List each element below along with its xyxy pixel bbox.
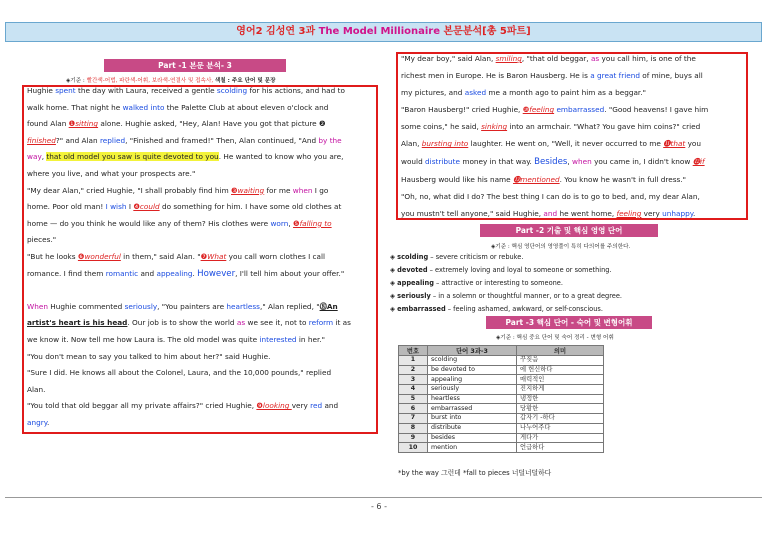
passage-line (401, 118, 746, 135)
table-row (399, 356, 604, 366)
text-segment: I (126, 202, 134, 212)
part1-legend: ◈기준 : 빨간색-어법, 파란색-어휘, 보라색-연결사 및 접속사, 색칠 : 주요 단어 및 문장 (66, 78, 276, 84)
table-cell: 5 (399, 394, 428, 404)
table-cell: 10 (399, 443, 428, 453)
passage-line (27, 282, 375, 299)
text-segment: interested (259, 334, 297, 344)
passage-line (27, 398, 375, 415)
text-segment: when (292, 185, 313, 195)
table-cell: be devoted to (428, 365, 517, 375)
vocab-word: devoted (397, 266, 428, 274)
text-segment: "Oh, no, what did I do? The best thing I can do is to go to bed, and, my dear Alan, (401, 191, 700, 201)
text-segment: romance. I find them (27, 268, 106, 278)
text-segment: seriously (124, 301, 158, 311)
vocab-item (390, 290, 622, 303)
vocab-definition: – extremely loving and loyal to someone or something. (427, 266, 612, 274)
text-segment: of mine, buys all (639, 71, 703, 81)
text-segment: the day with Laura, received a gentle (75, 86, 217, 95)
text-segment: ❸waiting (231, 185, 265, 195)
text-segment: we see it, not to (245, 318, 309, 328)
table-cell: appealing (428, 375, 517, 385)
text-segment: angry (27, 417, 48, 427)
footer-divider (5, 497, 762, 498)
diamond-icon: ◈ (390, 266, 398, 274)
text-segment: ❺falling to (293, 218, 332, 228)
table-cell: 4 (399, 385, 428, 395)
text-segment: home. Poor old man! (27, 202, 106, 212)
text-segment: alone. Hughie asked, "Hey, Alan! Have you got that picture ❷ (98, 119, 326, 129)
table-row (399, 375, 604, 385)
text-segment: "You told that old beggar all my private affairs?" cried Hughie, (27, 401, 257, 411)
text-segment: Hausberg would like his name (401, 174, 513, 184)
text-segment: ❾looking (256, 401, 292, 411)
table-row (399, 443, 604, 453)
diamond-icon: ◈ (390, 279, 398, 287)
diamond-icon: ◈ (390, 292, 398, 300)
passage-line (401, 188, 746, 205)
text-segment: way (27, 152, 42, 162)
text-segment: replied (99, 135, 126, 145)
vocab-item (390, 303, 622, 316)
text-segment: money in that way. (460, 156, 535, 166)
text-segment: into an armchair. "What? You gave him coins?" cried (507, 122, 701, 132)
table-cell: mention (428, 443, 517, 453)
text-segment: "My dear boy," said Alan, (401, 54, 496, 63)
text-segment: some coins," he said, (401, 122, 482, 132)
footnote: *by the way 그런데 *fall to pieces 너덜너덜하다 (398, 469, 552, 477)
table-cell: besides (428, 433, 517, 443)
text-segment: and (543, 208, 558, 218)
text-segment: embarrassed (556, 105, 605, 115)
part3-legend: ◈기준 : 핵심 중요 단어 및 숙어 정리 - 변형 어휘 (496, 335, 614, 341)
text-segment: spent (55, 86, 76, 95)
text-segment: ❹could (133, 202, 160, 212)
text-segment: , "that old beggar, (521, 54, 591, 63)
text-segment: very (641, 208, 663, 218)
text-segment: richest men in Europe. He is Baron Hausberg. He is (401, 71, 591, 81)
table-cell: 언급하다 (517, 443, 604, 453)
text-segment: , (41, 152, 47, 162)
text-segment: found Alan (27, 119, 69, 129)
table-cell: scolding (428, 356, 517, 366)
table-cell: 9 (399, 433, 428, 443)
text-segment: bursting into (421, 139, 469, 149)
text-segment: . (192, 268, 198, 278)
passage-line (27, 133, 375, 150)
text-segment: . Our job is to show the world (127, 318, 237, 328)
text-segment: that old model you saw is quite devoted to you (46, 152, 219, 162)
text-segment: , (288, 218, 294, 228)
table-cell: seriously (428, 385, 517, 395)
text-segment: do something for him. I have some old clothes at (159, 202, 342, 212)
text-segment: appealing (156, 268, 193, 278)
table-cell: 1 (399, 356, 428, 366)
text-segment: ⓼An (319, 301, 338, 311)
text-segment: finished (27, 135, 56, 145)
passage-line (401, 153, 746, 171)
text-segment: "You don't mean to say you talked to him about her?" said Hughie. (27, 351, 271, 361)
table-row (399, 394, 604, 404)
text-segment: walk home. That night he (27, 102, 123, 112)
table-row (399, 365, 604, 375)
text-segment: ❼What (200, 251, 227, 261)
text-segment: you call him, is one of the (599, 54, 696, 63)
text-segment: . He wanted to know who you are, (218, 152, 344, 162)
table-cell: 갑자기 -하다 (517, 414, 604, 424)
text-segment: "Baron Hausberg!" cried Hughie, (401, 105, 523, 115)
vocab-item (390, 264, 622, 277)
passage-line (27, 249, 375, 266)
text-segment: romantic (105, 268, 139, 278)
passage-line (27, 199, 375, 216)
page-title: 영어2 김성연 3과 The Model Millionaire 본문분석[총 5파트] (5, 22, 762, 42)
text-segment: . You know he wasn't in full dress." (559, 174, 687, 184)
text-segment: Alan. (27, 384, 46, 394)
text-segment: you call worn clothes I call (226, 251, 326, 261)
text-segment: reform (308, 318, 334, 328)
table-cell: 매력적인 (517, 375, 604, 385)
passage-line (27, 232, 375, 249)
table-cell: 8 (399, 423, 428, 433)
passage-line (401, 171, 746, 188)
text-segment: feeling (616, 208, 642, 218)
passage-line (27, 332, 375, 349)
text-segment: you came in, I didn't know (591, 156, 693, 166)
passage-line (401, 67, 746, 84)
passage-line (27, 216, 375, 233)
text-segment: as (236, 318, 246, 328)
text-segment: when (572, 156, 592, 166)
passage-line (27, 365, 375, 382)
text-segment: he went home, (557, 208, 617, 218)
text-segment: scolding (216, 86, 248, 95)
table-cell: 진지하게 (517, 385, 604, 395)
passage-line (401, 205, 746, 222)
text-segment: it as (333, 318, 351, 328)
passage-line (401, 101, 746, 118)
text-segment: in them," said Alan. " (120, 251, 201, 261)
passage-line (27, 166, 375, 183)
text-segment: for his actions, and had to (247, 86, 345, 95)
text-segment: distribute (425, 156, 461, 166)
column-header: 의미 (517, 346, 604, 356)
text-segment: ⓬if (692, 156, 705, 166)
passage-line (27, 349, 375, 366)
text-segment: ❻wonderful (77, 251, 121, 261)
table-cell: 에 헌신하다 (517, 365, 604, 375)
text-segment: in her." (296, 334, 325, 344)
text-segment: "But he looks (27, 251, 78, 261)
text-segment: as (590, 54, 600, 63)
vocab-word: scolding (397, 253, 429, 261)
vocab-definition: – feeling ashamed, awkward, or self-conscious. (445, 305, 603, 313)
passage-line (27, 299, 375, 316)
text-segment: pieces." (27, 235, 57, 245)
table-row (399, 423, 604, 433)
text-segment: I go (312, 185, 329, 195)
diamond-icon: ◈ (390, 253, 398, 261)
text-segment: a great friend (590, 71, 640, 81)
part2-legend: ◈기준 : 핵심 영단어의 영영풀이 특히 다의어를 주의한다. (491, 244, 631, 250)
table-cell: 냉정한 (517, 394, 604, 404)
passage-line (27, 382, 375, 399)
table-cell: 3 (399, 375, 428, 385)
part1-header: Part -1 본문 분석- 3 (104, 59, 286, 72)
text-segment: . (47, 417, 50, 427)
passage-line (27, 83, 375, 100)
text-segment: red (310, 401, 323, 411)
text-segment: you mustn't tell anyone," said Hughie, (401, 208, 544, 218)
text-segment: I wish (105, 202, 127, 212)
text-segment: by the (318, 135, 342, 145)
text-segment: Besides (534, 156, 568, 167)
text-segment: ⓭mentioned (512, 174, 560, 184)
text-segment: sinking (481, 122, 508, 132)
text-segment: . "Good heavens! I gave him (604, 105, 709, 115)
part3-header: Part -3 핵심 단어 - 숙어 및 변형어휘 (486, 316, 652, 329)
text-segment: , "You painters are (157, 301, 227, 311)
table-cell: burst into (428, 414, 517, 424)
text-segment: me a month ago to paint him as a beggar." (486, 88, 646, 98)
text-segment: you (685, 139, 702, 149)
text-segment: home — do you think he would like any of them? His clothes were (27, 218, 271, 228)
passage-line (27, 415, 375, 432)
text-segment: ❿feeling (522, 105, 555, 115)
vocab-word: embarrassed (397, 305, 446, 313)
table-cell: 당황한 (517, 404, 604, 414)
text-segment: ," Alan replied, " (260, 301, 320, 311)
table-row (399, 433, 604, 443)
vocab-definition: – in a solemn or thoughtful manner, or to a great degree. (430, 292, 622, 300)
table-cell: heartless (428, 394, 517, 404)
table-row (399, 404, 604, 414)
table-cell: distribute (428, 423, 517, 433)
table-cell: embarrassed (428, 404, 517, 414)
text-segment: Hughie commented (47, 301, 125, 311)
passage-line (27, 266, 375, 283)
diamond-icon: ◈ (390, 305, 398, 313)
text-segment: Hughie (27, 86, 56, 95)
text-segment: walked into (122, 102, 165, 112)
passage-line (27, 149, 375, 166)
text-segment: When (27, 301, 48, 311)
part2-vocab-list (390, 251, 622, 316)
vocab-definition: – severe criticism or rebuke. (428, 253, 524, 261)
text-segment: ⓫that (663, 139, 686, 149)
text-segment: However (197, 268, 236, 279)
text-segment: where you live, and what your prospects are." (27, 168, 196, 178)
text-segment: , I'll tell him about your offer." (235, 268, 345, 278)
text-segment: ?" and Alan (55, 135, 100, 145)
text-segment: worn (270, 218, 289, 228)
vocab-word: appealing (397, 279, 434, 287)
text-segment: artist's heart is his head (27, 318, 128, 328)
text-segment: would (401, 156, 426, 166)
table-row (399, 385, 604, 395)
text-segment: very (291, 401, 311, 411)
vocab-word: seriously (397, 292, 431, 300)
passage-line (401, 50, 746, 67)
vocab-definition: – attractive or interesting to someone. (433, 279, 563, 287)
passage-line (27, 100, 375, 117)
text-segment: unhappy (662, 208, 694, 218)
column-header: 단어 3과-3 (428, 346, 517, 356)
page-number: - 6 - (371, 502, 387, 511)
text-segment: "My dear Alan," cried Hughie, "I shall probably find him (27, 185, 232, 195)
vocab-item (390, 251, 622, 264)
passage-line (401, 135, 746, 152)
text-segment: laughter. He went on, "Well, it never occurred to me (468, 139, 664, 149)
part2-header: Part -2 기출 및 핵심 영영 단어 (480, 224, 658, 237)
text-segment: and (138, 268, 157, 278)
right-passage (401, 50, 746, 222)
passage-line (27, 183, 375, 200)
text-segment: my pictures, and (401, 88, 465, 98)
text-segment: smiling (495, 54, 522, 63)
text-segment: heartless (226, 301, 260, 311)
table-cell: 꾸짖음 (517, 356, 604, 366)
text-segment: and (322, 401, 339, 411)
vocab-item (390, 277, 622, 290)
text-segment: , "Finished and framed!" Then, Alan continued, "And (125, 135, 319, 145)
text-segment: ❶sitting (68, 119, 99, 129)
passage-line (401, 84, 746, 101)
table-cell: 나누어주다 (517, 423, 604, 433)
text-segment: for me (264, 185, 293, 195)
text-segment: Alan, (401, 139, 422, 149)
table-cell: 7 (399, 414, 428, 424)
vocab-table (398, 345, 604, 453)
column-header: 번호 (399, 346, 428, 356)
table-row (399, 414, 604, 424)
table-cell: 6 (399, 404, 428, 414)
text-segment: . (693, 208, 696, 218)
text-segment: the Palette Club at about eleven o'clock and (164, 102, 329, 112)
table-cell: 게다가 (517, 433, 604, 443)
text-segment: we know it. Now tell me how Laura is. The old model was quite (27, 334, 260, 344)
text-segment: asked (464, 88, 487, 98)
text-segment: , (567, 156, 573, 166)
part1-passage (27, 83, 375, 431)
passage-line (27, 116, 375, 133)
table-cell: 2 (399, 365, 428, 375)
passage-line (27, 315, 375, 332)
text-segment: "Sure I did. He knows all about the Colonel, Laura, and the 10,000 pounds," replied (27, 368, 332, 378)
